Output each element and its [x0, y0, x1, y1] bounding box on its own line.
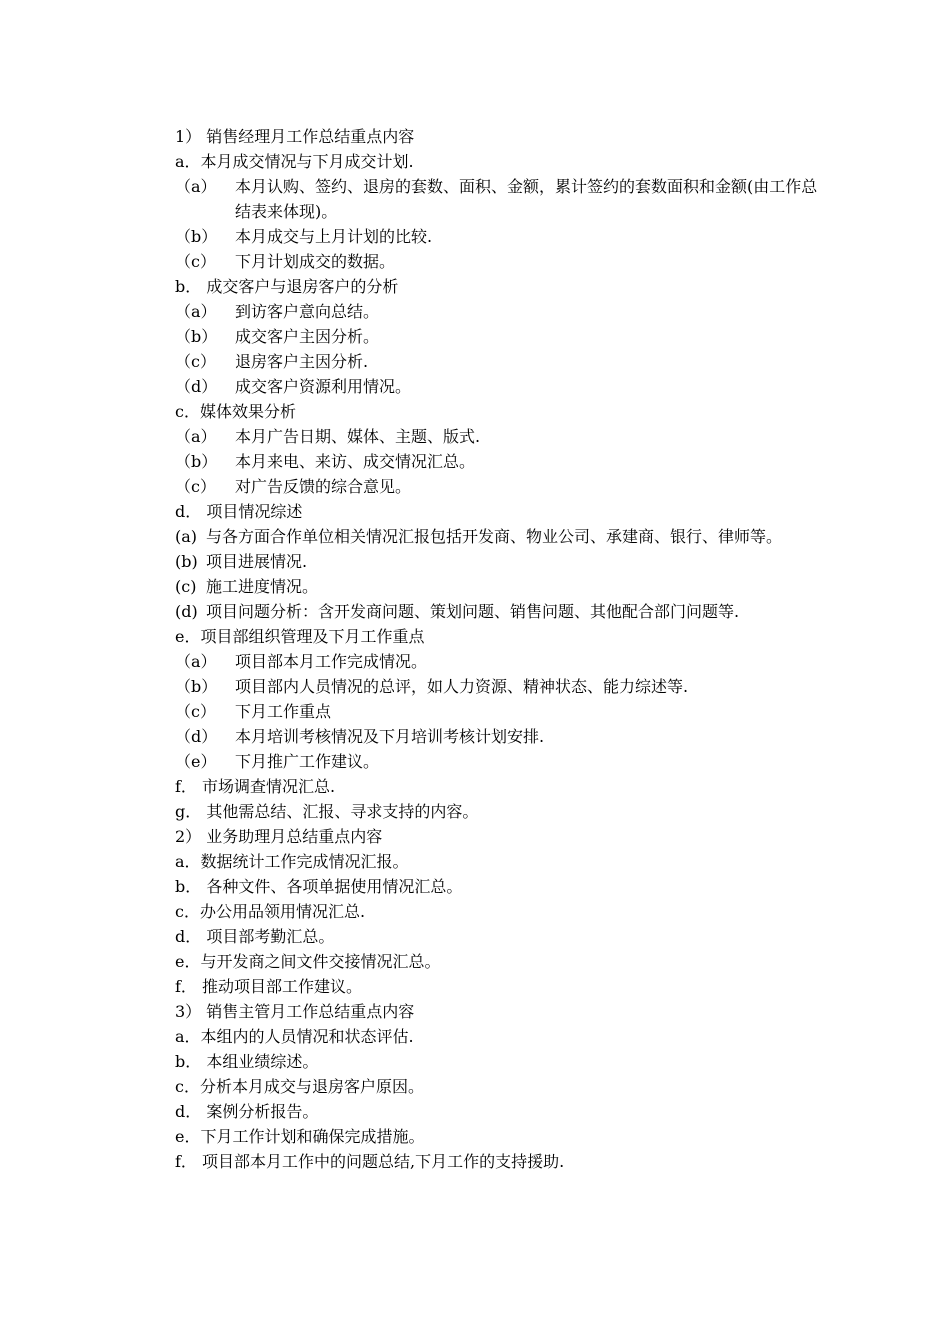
list-marker: （c）	[175, 477, 216, 496]
list-item	[175, 324, 825, 349]
line-text: a．本月成交情况与下月成交计划.	[175, 152, 414, 171]
document-line	[175, 399, 825, 424]
document-line	[175, 999, 825, 1024]
line-text: e．下月工作计划和确保完成措施。	[175, 1127, 425, 1146]
list-item-text: 项目部内人员情况的总评，如人力资源、精神状态、能力综述等.	[235, 677, 689, 696]
list-item-text: 本月培训考核情况及下月培训考核计划安排.	[235, 727, 545, 746]
document-line	[175, 924, 825, 949]
line-text: a．本组内的人员情况和状态评估.	[175, 1027, 414, 1046]
line-text: e．与开发商之间文件交接情况汇总。	[175, 952, 441, 971]
list-item	[175, 749, 825, 774]
list-marker: （d）	[175, 377, 218, 396]
document-line	[175, 1124, 825, 1149]
document-line	[175, 1149, 825, 1174]
list-item	[175, 699, 825, 724]
list-marker: （c）	[175, 252, 216, 271]
list-marker: （a）	[175, 177, 217, 196]
list-marker: （e）	[175, 752, 217, 771]
document-line	[175, 849, 825, 874]
line-text: f． 推动项目部工作建议。	[175, 977, 363, 996]
line-text: c．媒体效果分析	[175, 402, 296, 421]
list-item	[175, 449, 825, 474]
document-line	[175, 274, 825, 299]
document-line	[175, 774, 825, 799]
list-marker: (d)	[175, 602, 198, 621]
document-line	[175, 624, 825, 649]
list-item-text: 下月计划成交的数据。	[235, 252, 396, 271]
list-item-text: 下月工作重点	[235, 702, 332, 721]
list-item-text: 下月推广工作建议。	[235, 752, 380, 771]
list-marker: (b)	[175, 552, 198, 571]
list-item-text: 本月来电、来访、成交情况汇总。	[235, 452, 476, 471]
list-marker: (a)	[175, 527, 198, 546]
list-item	[175, 599, 825, 624]
line-text: b． 各种文件、各项单据使用情况汇总。	[175, 877, 463, 896]
list-item-text: 施工进度情况。	[206, 577, 319, 596]
list-marker: （b）	[175, 677, 218, 696]
list-marker: （a）	[175, 427, 217, 446]
document-line	[175, 899, 825, 924]
line-text: 2） 业务助理月总结重点内容	[175, 827, 383, 846]
list-marker: （a）	[175, 652, 217, 671]
list-item-text: 项目部本月工作完成情况。	[235, 652, 428, 671]
document-line	[175, 974, 825, 999]
list-item-text: 项目问题分析：含开发商问题、策划问题、销售问题、其他配合部门问题等.	[206, 602, 740, 621]
line-text: 1） 销售经理月工作总结重点内容	[175, 127, 415, 146]
list-item	[175, 474, 825, 499]
document-line	[175, 499, 825, 524]
line-text: d． 案例分析报告。	[175, 1102, 319, 1121]
list-marker: （b）	[175, 452, 218, 471]
list-item	[175, 349, 825, 374]
line-text: b． 本组业绩综述。	[175, 1052, 319, 1071]
list-item	[175, 224, 825, 249]
list-marker: (c)	[175, 577, 197, 596]
list-item	[175, 174, 825, 224]
list-marker: （b）	[175, 327, 218, 346]
list-item	[175, 724, 825, 749]
document-line	[175, 149, 825, 174]
list-marker: （c）	[175, 352, 216, 371]
line-text: e．项目部组织管理及下月工作重点	[175, 627, 425, 646]
list-item	[175, 574, 825, 599]
document-line	[175, 874, 825, 899]
list-item-text: 成交客户主因分析。	[235, 327, 380, 346]
document-line	[175, 799, 825, 824]
list-item	[175, 374, 825, 399]
list-item	[175, 649, 825, 674]
line-text: c．办公用品领用情况汇总.	[175, 902, 366, 921]
line-text: 3） 销售主管月工作总结重点内容	[175, 1002, 415, 1021]
list-item-text: 项目进展情况.	[206, 552, 308, 571]
line-text: g． 其他需总结、汇报、寻求支持的内容。	[175, 802, 479, 821]
list-item-text: 本月认购、签约、退房的套数、面积、金额，累计签约的套数面积和金额(由工作总结表来体现)。	[235, 177, 818, 221]
list-item-text: 到访客户意向总结。	[235, 302, 380, 321]
document-line	[175, 1024, 825, 1049]
line-text: f． 市场调查情况汇总.	[175, 777, 336, 796]
line-text: c．分析本月成交与退房客户原因。	[175, 1077, 424, 1096]
list-item	[175, 249, 825, 274]
list-item-text: 与各方面合作单位相关情况汇报包括开发商、物业公司、承建商、银行、律师等。	[206, 527, 783, 546]
list-marker: （c）	[175, 702, 216, 721]
document-line	[175, 1099, 825, 1124]
document-line	[175, 124, 825, 149]
list-item-text: 本月广告日期、媒体、主题、版式.	[235, 427, 481, 446]
list-item	[175, 674, 825, 699]
line-text: b． 成交客户与退房客户的分析	[175, 277, 399, 296]
document-body	[175, 124, 825, 1174]
list-marker: （a）	[175, 302, 217, 321]
line-text: d． 项目情况综述	[175, 502, 303, 521]
document-line	[175, 1074, 825, 1099]
list-item	[175, 424, 825, 449]
list-marker: （d）	[175, 727, 218, 746]
list-item-text: 对广告反馈的综合意见。	[235, 477, 412, 496]
list-item-text: 退房客户主因分析.	[235, 352, 369, 371]
list-item-text: 成交客户资源利用情况。	[235, 377, 412, 396]
document-line	[175, 949, 825, 974]
list-item	[175, 549, 825, 574]
document-line	[175, 1049, 825, 1074]
list-item-text: 本月成交与上月计划的比较.	[235, 227, 433, 246]
line-text: a．数据统计工作完成情况汇报。	[175, 852, 409, 871]
list-marker: （b）	[175, 227, 218, 246]
list-item	[175, 299, 825, 324]
list-item	[175, 524, 825, 549]
document-line	[175, 824, 825, 849]
line-text: d． 项目部考勤汇总。	[175, 927, 335, 946]
line-text: f． 项目部本月工作中的问题总结,下月工作的支持援助.	[175, 1152, 565, 1171]
